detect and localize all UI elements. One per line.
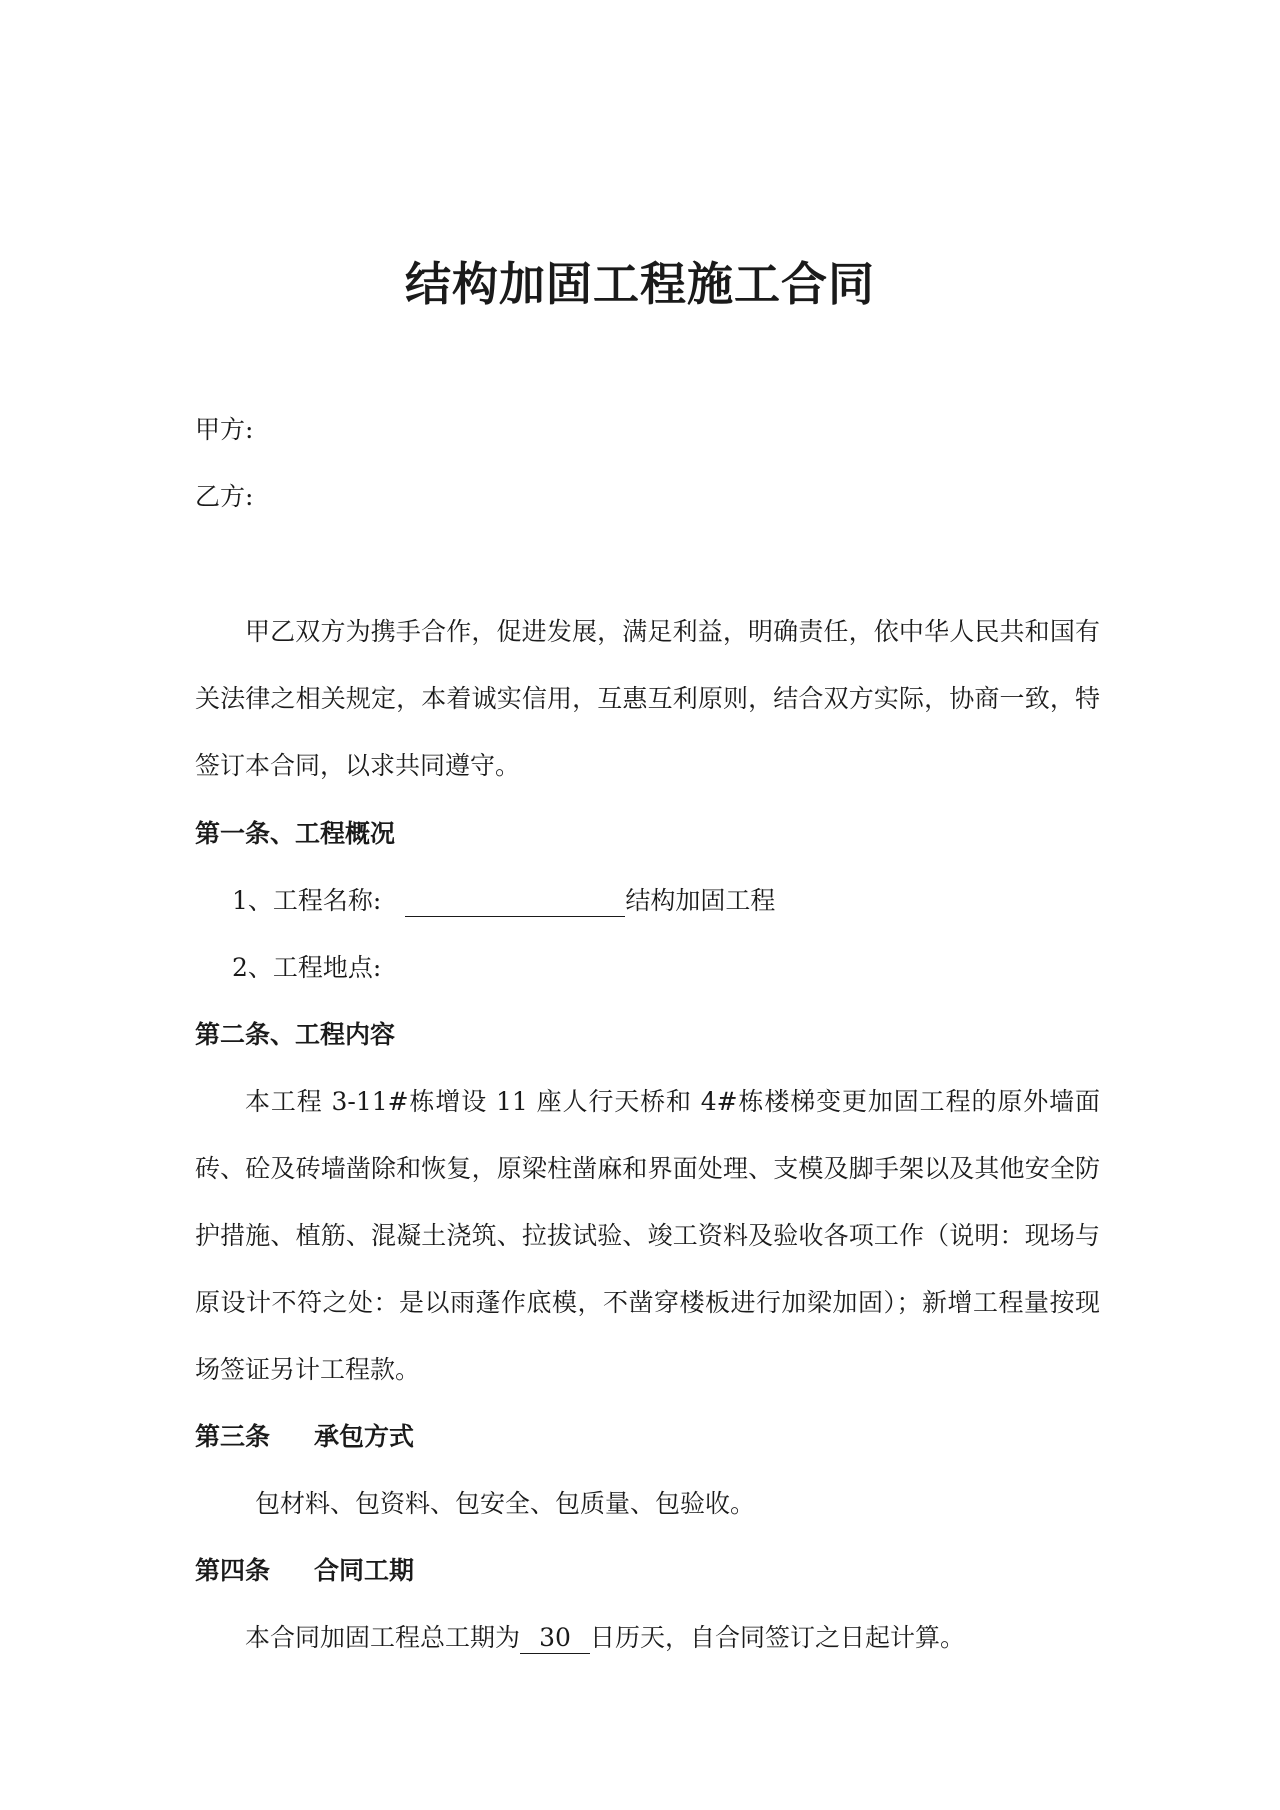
party-a-label: 甲方: xyxy=(195,415,254,444)
article3-number: 第三条 xyxy=(195,1422,271,1451)
duration-prefix: 本合同加固工程总工期为 xyxy=(245,1623,521,1652)
article3-title: 承包方式 xyxy=(314,1422,415,1451)
article4-heading xyxy=(195,1551,414,1587)
article1-heading: 第一条、工程概况 xyxy=(195,819,396,848)
project-name-blank xyxy=(405,886,625,917)
article4-number: 第四条 xyxy=(195,1556,271,1585)
project-name-label: 1、工程名称: xyxy=(232,886,382,915)
article3-heading xyxy=(195,1417,414,1453)
article2-heading: 第二条、工程内容 xyxy=(195,1020,396,1049)
document-title: 结构加固工程施工合同 xyxy=(405,257,875,311)
project-name-row xyxy=(232,881,775,917)
duration-suffix: 日历天，自合同签订之日起计算。 xyxy=(590,1623,966,1652)
article4-title: 合同工期 xyxy=(314,1556,415,1585)
article2-body: 本工程 3-11#栋增设 11 座人行天桥和 4#栋楼梯变更加固工程的原外墙面砖、砼及砖墙凿除和恢复，原梁柱凿麻和界面处理、支模及脚手架以及其他安全防护措施、植筋、混凝土浇筑、拉拔试验、竣工资料及验收各项工作（说明：现场与原设计不符之处：是以雨蓬作底模，不凿穿楼板进行加梁加固）；新增工程量按现场签证另计工程款。 xyxy=(195,1087,1100,1384)
duration-days: 30 xyxy=(520,1623,590,1654)
preamble-paragraph: 甲乙双方为携手合作，促进发展，满足利益，明确责任，依中华人民共和国有关法律之相关规定，本着诚实信用，互惠互利原则，结合双方实际，协商一致，特签订本合同，以求共同遵守。 xyxy=(195,617,1100,780)
article3-body: 包材料、包资料、包安全、包质量、包验收。 xyxy=(255,1489,756,1518)
project-location-label: 2、工程地点: xyxy=(232,953,382,982)
project-name-value: 结构加固工程 xyxy=(625,886,776,915)
article4-body xyxy=(245,1618,965,1654)
party-b-label: 乙方: xyxy=(195,482,254,511)
